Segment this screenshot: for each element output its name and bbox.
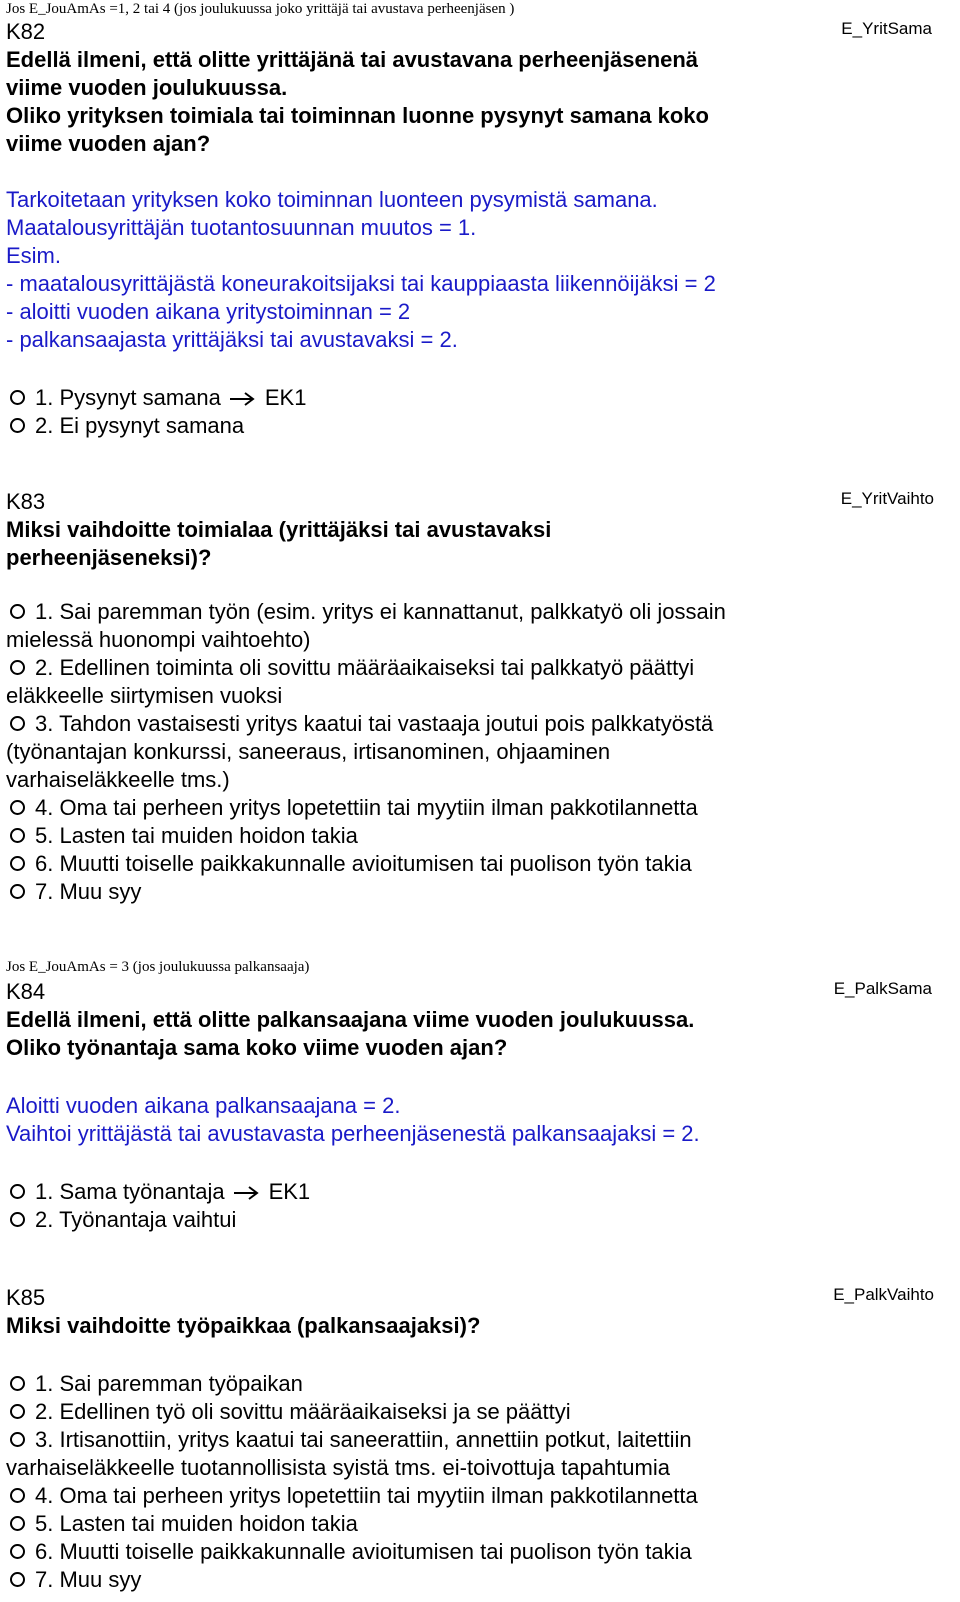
options-k83 [6,598,946,906]
skip-target: EK1 [264,385,307,410]
radio-button-icon[interactable] [10,800,25,815]
radio-button-icon[interactable] [10,1212,25,1227]
option-k83-6[interactable]: 6. Muutti toiselle paikkakunnalle avioitumisen tai puolison työn takia [6,850,946,878]
variable-name: E_YritSama [841,19,932,38]
skip-target: EK1 [268,1179,311,1204]
option-k85-1[interactable]: 1. Sai paremman työpaikan [6,1370,946,1398]
radio-button-icon[interactable] [10,418,25,433]
option-k85-7[interactable]: 7. Muu syy [6,1566,946,1594]
options-k85 [6,1370,946,1594]
radio-button-icon[interactable] [10,716,25,731]
note-line: - aloitti vuoden aikana yritystoiminnan = 2 [6,299,411,324]
question-line: viime vuoden joulukuussa. [6,75,288,100]
radio-button-icon[interactable] [10,1432,25,1447]
interviewer-note-k82 [6,186,946,354]
option-k85-5[interactable]: 5. Lasten tai muiden hoidon takia [6,1510,946,1538]
note-line: - palkansaajasta yrittäjäksi tai avustavaksi = 2. [6,327,458,352]
question-id: K84 [6,979,46,1004]
option-k84-2[interactable]: 2. Työnantaja vaihtui [6,1206,946,1234]
question-k85 [6,1284,946,1340]
question-id: K85 [6,1285,46,1310]
option-k82-2[interactable]: 2. Ei pysynyt samana [6,412,946,440]
question-line: Miksi vaihdoitte toimialaa (yrittäjäksi tai avustavaksi [6,517,552,542]
option-k83-3[interactable]: 3. Tahdon vastaisesti yritys kaatui tai vastaaja joutui pois palkkatyöstä (työnantajan konkurssi, saneeraus, irtisanominen, ohjaaminen varhaiseläkkeelle tms.) [6,711,714,792]
question-k83 [6,488,946,572]
question-k82 [6,18,946,158]
radio-button-icon[interactable] [10,1544,25,1559]
radio-button-icon[interactable] [10,1404,25,1419]
condition-k82: Jos E_JouAmAs =1, 2 tai 4 (jos joulukuussa joko yrittäjä tai avustava perheenjäsen ) [6,1,515,17]
question-text [6,1006,946,1062]
radio-button-icon[interactable] [10,1516,25,1531]
condition-k84: Jos E_JouAmAs = 3 (jos joulukuussa palkansaaja) [6,959,310,975]
option-k83-4[interactable]: 4. Oma tai perheen yritys lopetettiin tai myytiin ilman pakkotilannetta [6,794,946,822]
arrow-right-icon [229,392,255,406]
radio-button-icon[interactable] [10,1488,25,1503]
note-line: Aloitti vuoden aikana palkansaajana = 2. [6,1093,401,1118]
option-k84-1[interactable]: 1. Sama työnantaja EK1 [6,1178,946,1206]
option-k85-2[interactable]: 2. Edellinen työ oli sovittu määräaikaiseksi ja se päättyi [6,1398,946,1426]
option-k82-1[interactable]: 1. Pysynyt samana EK1 [6,384,946,412]
option-k83-7[interactable]: 7. Muu syy [6,878,946,906]
radio-button-icon[interactable] [10,390,25,405]
radio-button-icon[interactable] [10,1376,25,1391]
question-line: Edellä ilmeni, että olitte palkansaajana viime vuoden joulukuussa. [6,1007,695,1032]
radio-button-icon[interactable] [10,856,25,871]
note-line: Maatalousyrittäjän tuotantosuunnan muutos = 1. [6,215,477,240]
option-k85-4[interactable]: 4. Oma tai perheen yritys lopetettiin tai myytiin ilman pakkotilannetta [6,1482,946,1510]
option-k83-2[interactable]: 2. Edellinen toiminta oli sovittu määräaikaiseksi tai palkkatyö päättyi eläkkeelle siirtymisen vuoksi [6,655,695,708]
question-k84 [6,978,946,1062]
option-k83-5[interactable]: 5. Lasten tai muiden hoidon takia [6,822,946,850]
question-text [6,516,946,572]
option-k83-1[interactable]: 1. Sai paremman työn (esim. yritys ei kannattanut, palkkatyö oli jossain mielessä huonompi vaihtoehto) [6,599,726,652]
note-line: Esim. [6,243,61,268]
radio-button-icon[interactable] [10,660,25,675]
question-line: Edellä ilmeni, että olitte yrittäjänä tai avustavana perheenjäsenenä [6,47,699,72]
note-line: Tarkoitetaan yrityksen koko toiminnan luonteen pysymistä samana. [6,187,658,212]
variable-name: E_PalkVaihto [833,1285,934,1304]
question-line: perheenjäseneksi)? [6,545,212,570]
options-k82 [6,384,946,440]
variable-name: E_PalkSama [833,979,932,998]
question-line: Oliko yrityksen toimiala tai toiminnan luonne pysynyt samana koko [6,103,709,128]
question-line: Oliko työnantaja sama koko viime vuoden ajan? [6,1035,508,1060]
question-id: K82 [6,19,46,44]
options-k84 [6,1178,946,1234]
radio-button-icon[interactable] [10,604,25,619]
question-line: viime vuoden ajan? [6,131,211,156]
interviewer-note-k84 [6,1092,946,1148]
note-line: - maatalousyrittäjästä koneurakoitsijaksi tai kauppiaasta liikennöijäksi = 2 [6,271,716,296]
question-id: K83 [6,489,46,514]
radio-button-icon[interactable] [10,828,25,843]
question-text [6,46,946,158]
variable-name: E_YritVaihto [840,489,934,508]
note-line: Vaihtoi yrittäjästä tai avustavasta perheenjäsenestä palkansaajaksi = 2. [6,1121,700,1146]
question-line: Miksi vaihdoitte työpaikkaa (palkansaajaksi)? [6,1313,481,1338]
option-k85-6[interactable]: 6. Muutti toiselle paikkakunnalle avioitumisen tai puolison työn takia [6,1538,946,1566]
option-k85-3[interactable]: 3. Irtisanottiin, yritys kaatui tai saneerattiin, annettiin potkut, laitettiin varhaiseläkkeelle tuotannollisista syistä tms. ei-toivottuja tapahtumia [6,1427,692,1480]
radio-button-icon[interactable] [10,884,25,899]
arrow-right-icon [233,1186,259,1200]
radio-button-icon[interactable] [10,1572,25,1587]
question-text [6,1312,946,1340]
radio-button-icon[interactable] [10,1184,25,1199]
